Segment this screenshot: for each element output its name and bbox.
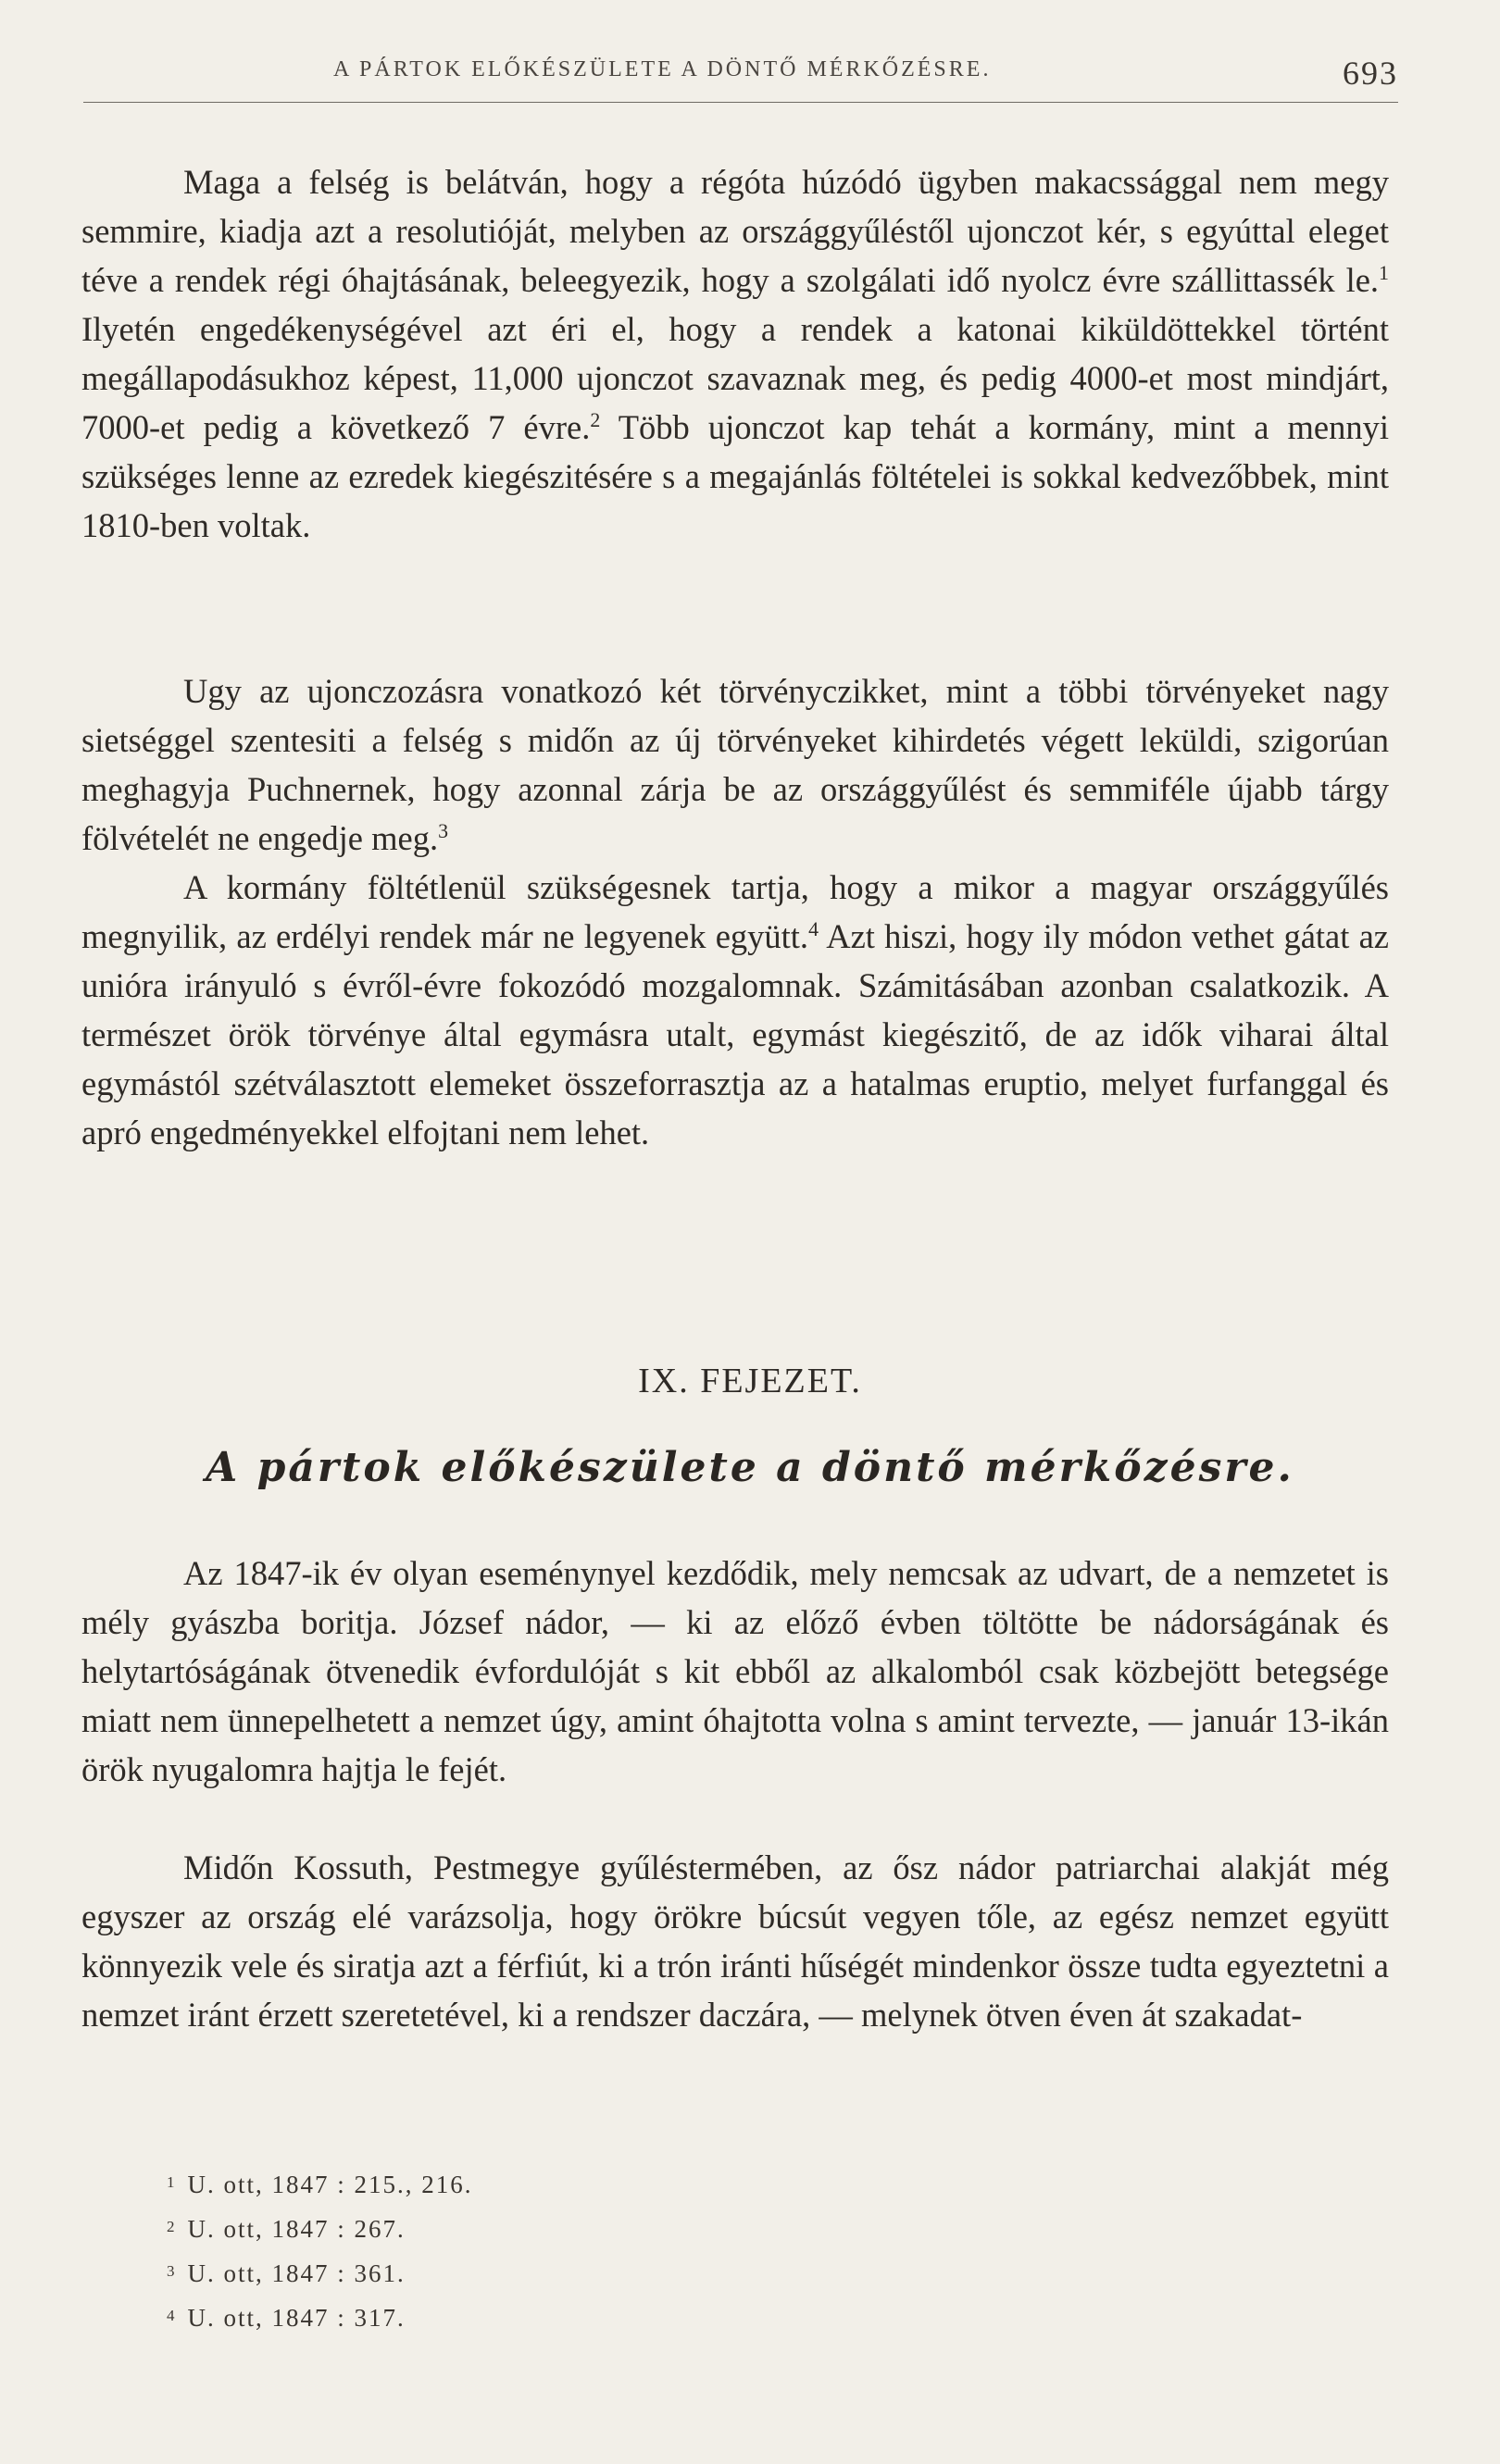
paragraph-text: A kormány föltétlenül szükségesnek tartja, hogy a mikor a magyar országgyűlés megnyilik, az erdélyi rendek már ne legyenek együtt. [81, 868, 1389, 955]
footnote-ref: 2 [590, 407, 601, 431]
chapter-number: IX. FEJEZET. [638, 1362, 862, 1400]
footnote-mark: 1 [167, 2173, 177, 2191]
paragraph-2 [81, 666, 1389, 863]
paragraph-text: Több ujonczot kap tehát a kormány, mint a mennyi szükséges lenne az ezredek kiegészitésére s a megajánlás föltételei is sokkal kedvezőbbek, mint 1810-ben voltak. [81, 408, 1389, 544]
footnote-text: U. ott, 1847 : 215., 216. [187, 2171, 473, 2198]
footnote-mark: 2 [167, 2218, 177, 2235]
footnote-mark: 4 [167, 2307, 177, 2324]
paragraph-text: Midőn Kossuth, Pestmegye gyűléstermében, az ősz nádor patriarchai alakját még egyszer az ország elé varázsolja, hogy örökre búcsút vegyen tőle, az egész nemzet együtt könnyezik vele és siratja azt a férfiút, ki a trón iránti hűségét mindenkor össze tudta egyeztetni a nemzet iránt érzett szeretetével, ki a rendszer daczára, — melynek ötven éven át szakadat- [81, 1848, 1389, 2034]
footnote-text: U. ott, 1847 : 267. [187, 2215, 406, 2243]
paragraph-text: Maga a felség is belátván, hogy a régóta húzódó ügyben makacssággal nem megy semmire, kiadja azt a resolutióját, melyben az országgyűléstől ujonczot kér, s egyúttal eleget téve a rendek régi óhajtásának, beleegyezik, hogy a szolgálati idő nyolcz évre szállittassék le. [81, 163, 1389, 299]
footnote [167, 2295, 1000, 2339]
paragraph-text: Ugy az ujonczozásra vonatkozó két törvényczikket, mint a többi törvényeket nagy sietséggel szentesiti a felség s midőn az új törvényeket kihirdetés végett leküldi, szigorúan meghagyja Puchnernek, hogy azonnal zárja be az országgyűlést és semmiféle újabb tárgy fölvételét ne engedje meg. [81, 672, 1389, 857]
paragraph-1 [81, 157, 1389, 550]
footnotes [167, 2161, 1000, 2339]
running-header [83, 54, 1398, 103]
page-number: 693 [1343, 55, 1398, 92]
footnote-ref: 4 [808, 916, 819, 940]
footnote [167, 2250, 1000, 2295]
footnote-mark: 3 [167, 2262, 177, 2280]
paragraph-5 [81, 1843, 1389, 2039]
footnote-text: U. ott, 1847 : 361. [187, 2259, 406, 2287]
footnote [167, 2161, 1000, 2206]
running-title: A PÁRTOK ELŐKÉSZÜLETE A DÖNTŐ MÉRKŐZÉSRE. [333, 57, 992, 81]
footnote-ref: 3 [438, 818, 449, 842]
paragraph-3 [81, 863, 1389, 1157]
paragraph-text: Az 1847-ik év olyan eseménynyel kezdődik, mely nemcsak az udvart, de a nemzetet is mély gyászba boritja. József nádor, — ki az előző évben töltötte be nádorságának és helytartóságának ötvenedik évfordulóját s kit ebből az alkalomból csak közbejött betegsége miatt nem ünnepelhetett a nemzet úgy, amint óhajtotta volna s amint tervezte, — január 13-ikán örök nyugalomra hajtja le fejét. [81, 1554, 1389, 1788]
footnote-ref: 1 [1379, 260, 1389, 284]
footnote-text: U. ott, 1847 : 317. [187, 2304, 406, 2332]
paragraph-text: Ilyetén engedékenységével azt éri el, hogy a rendek a katonai kiküldöttekkel történt megállapodásukhoz képest, 11,000 ujonczot szavaznak meg, és pedig 4000-et most mindjárt, 7000-et pedig a következő 7 évre. [81, 310, 1389, 446]
paragraph-text: Azt hiszi, hogy ily módon vethet gátat az unióra irányuló s évről-évre fokozódó mozgalomnak. Számitásában azonban csalatkozik. A természet örök törvénye által egymásra utalt, egymást kiegészitő, de az idők viharai által egymástól szétválasztott elemeket összeforrasztja az a hatalmas eruptio, melyet furfanggal és apró engedményekkel elfojtani nem lehet. [81, 917, 1390, 1151]
paragraph-4 [81, 1549, 1389, 1794]
chapter-title: A pártok előkészülete a döntő mérkőzésre. [206, 1444, 1294, 1491]
footnote [167, 2206, 1000, 2250]
